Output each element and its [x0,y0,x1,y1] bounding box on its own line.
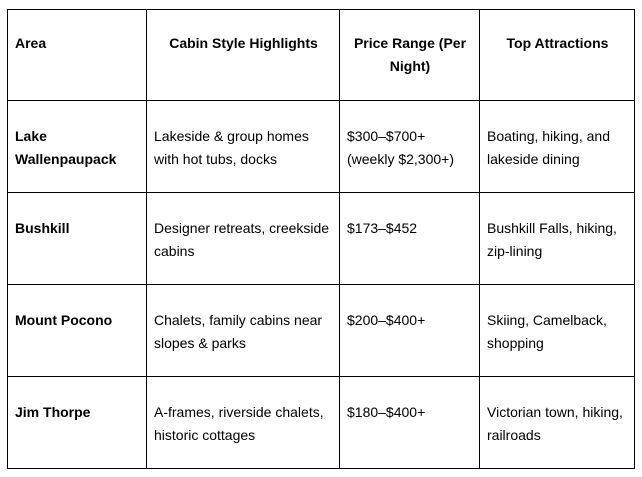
cell-price-range: $300–$700+ (weekly $2,300+) [340,101,480,193]
table-row [8,377,635,469]
header-cabin-style: Cabin Style Highlights [147,10,340,101]
header-top-attractions: Top Attractions [480,10,635,101]
cell-area: Lake Wallenpaupack [8,101,147,193]
cell-top-attractions: Skiing, Camelback, shopping [480,285,635,377]
cell-price-range: $180–$400+ [340,377,480,469]
cell-cabin-style: Lakeside & group homes with hot tubs, docks [147,101,340,193]
cell-area: Bushkill [8,193,147,285]
table-row [8,101,635,193]
table-header-row [8,10,635,101]
cell-top-attractions: Boating, hiking, and lakeside dining [480,101,635,193]
header-area: Area [8,10,147,101]
header-price-range: Price Range (Per Night) [340,10,480,101]
cell-top-attractions: Bushkill Falls, hiking, zip-lining [480,193,635,285]
cell-price-range: $173–$452 [340,193,480,285]
cell-cabin-style: A-frames, riverside chalets, historic cottages [147,377,340,469]
cell-price-range: $200–$400+ [340,285,480,377]
cell-cabin-style: Chalets, family cabins near slopes & parks [147,285,340,377]
table-row [8,193,635,285]
table-row [8,285,635,377]
cabin-comparison-table [7,9,635,469]
cell-cabin-style: Designer retreats, creekside cabins [147,193,340,285]
cell-area: Jim Thorpe [8,377,147,469]
cell-area: Mount Pocono [8,285,147,377]
cell-top-attractions: Victorian town, hiking, railroads [480,377,635,469]
